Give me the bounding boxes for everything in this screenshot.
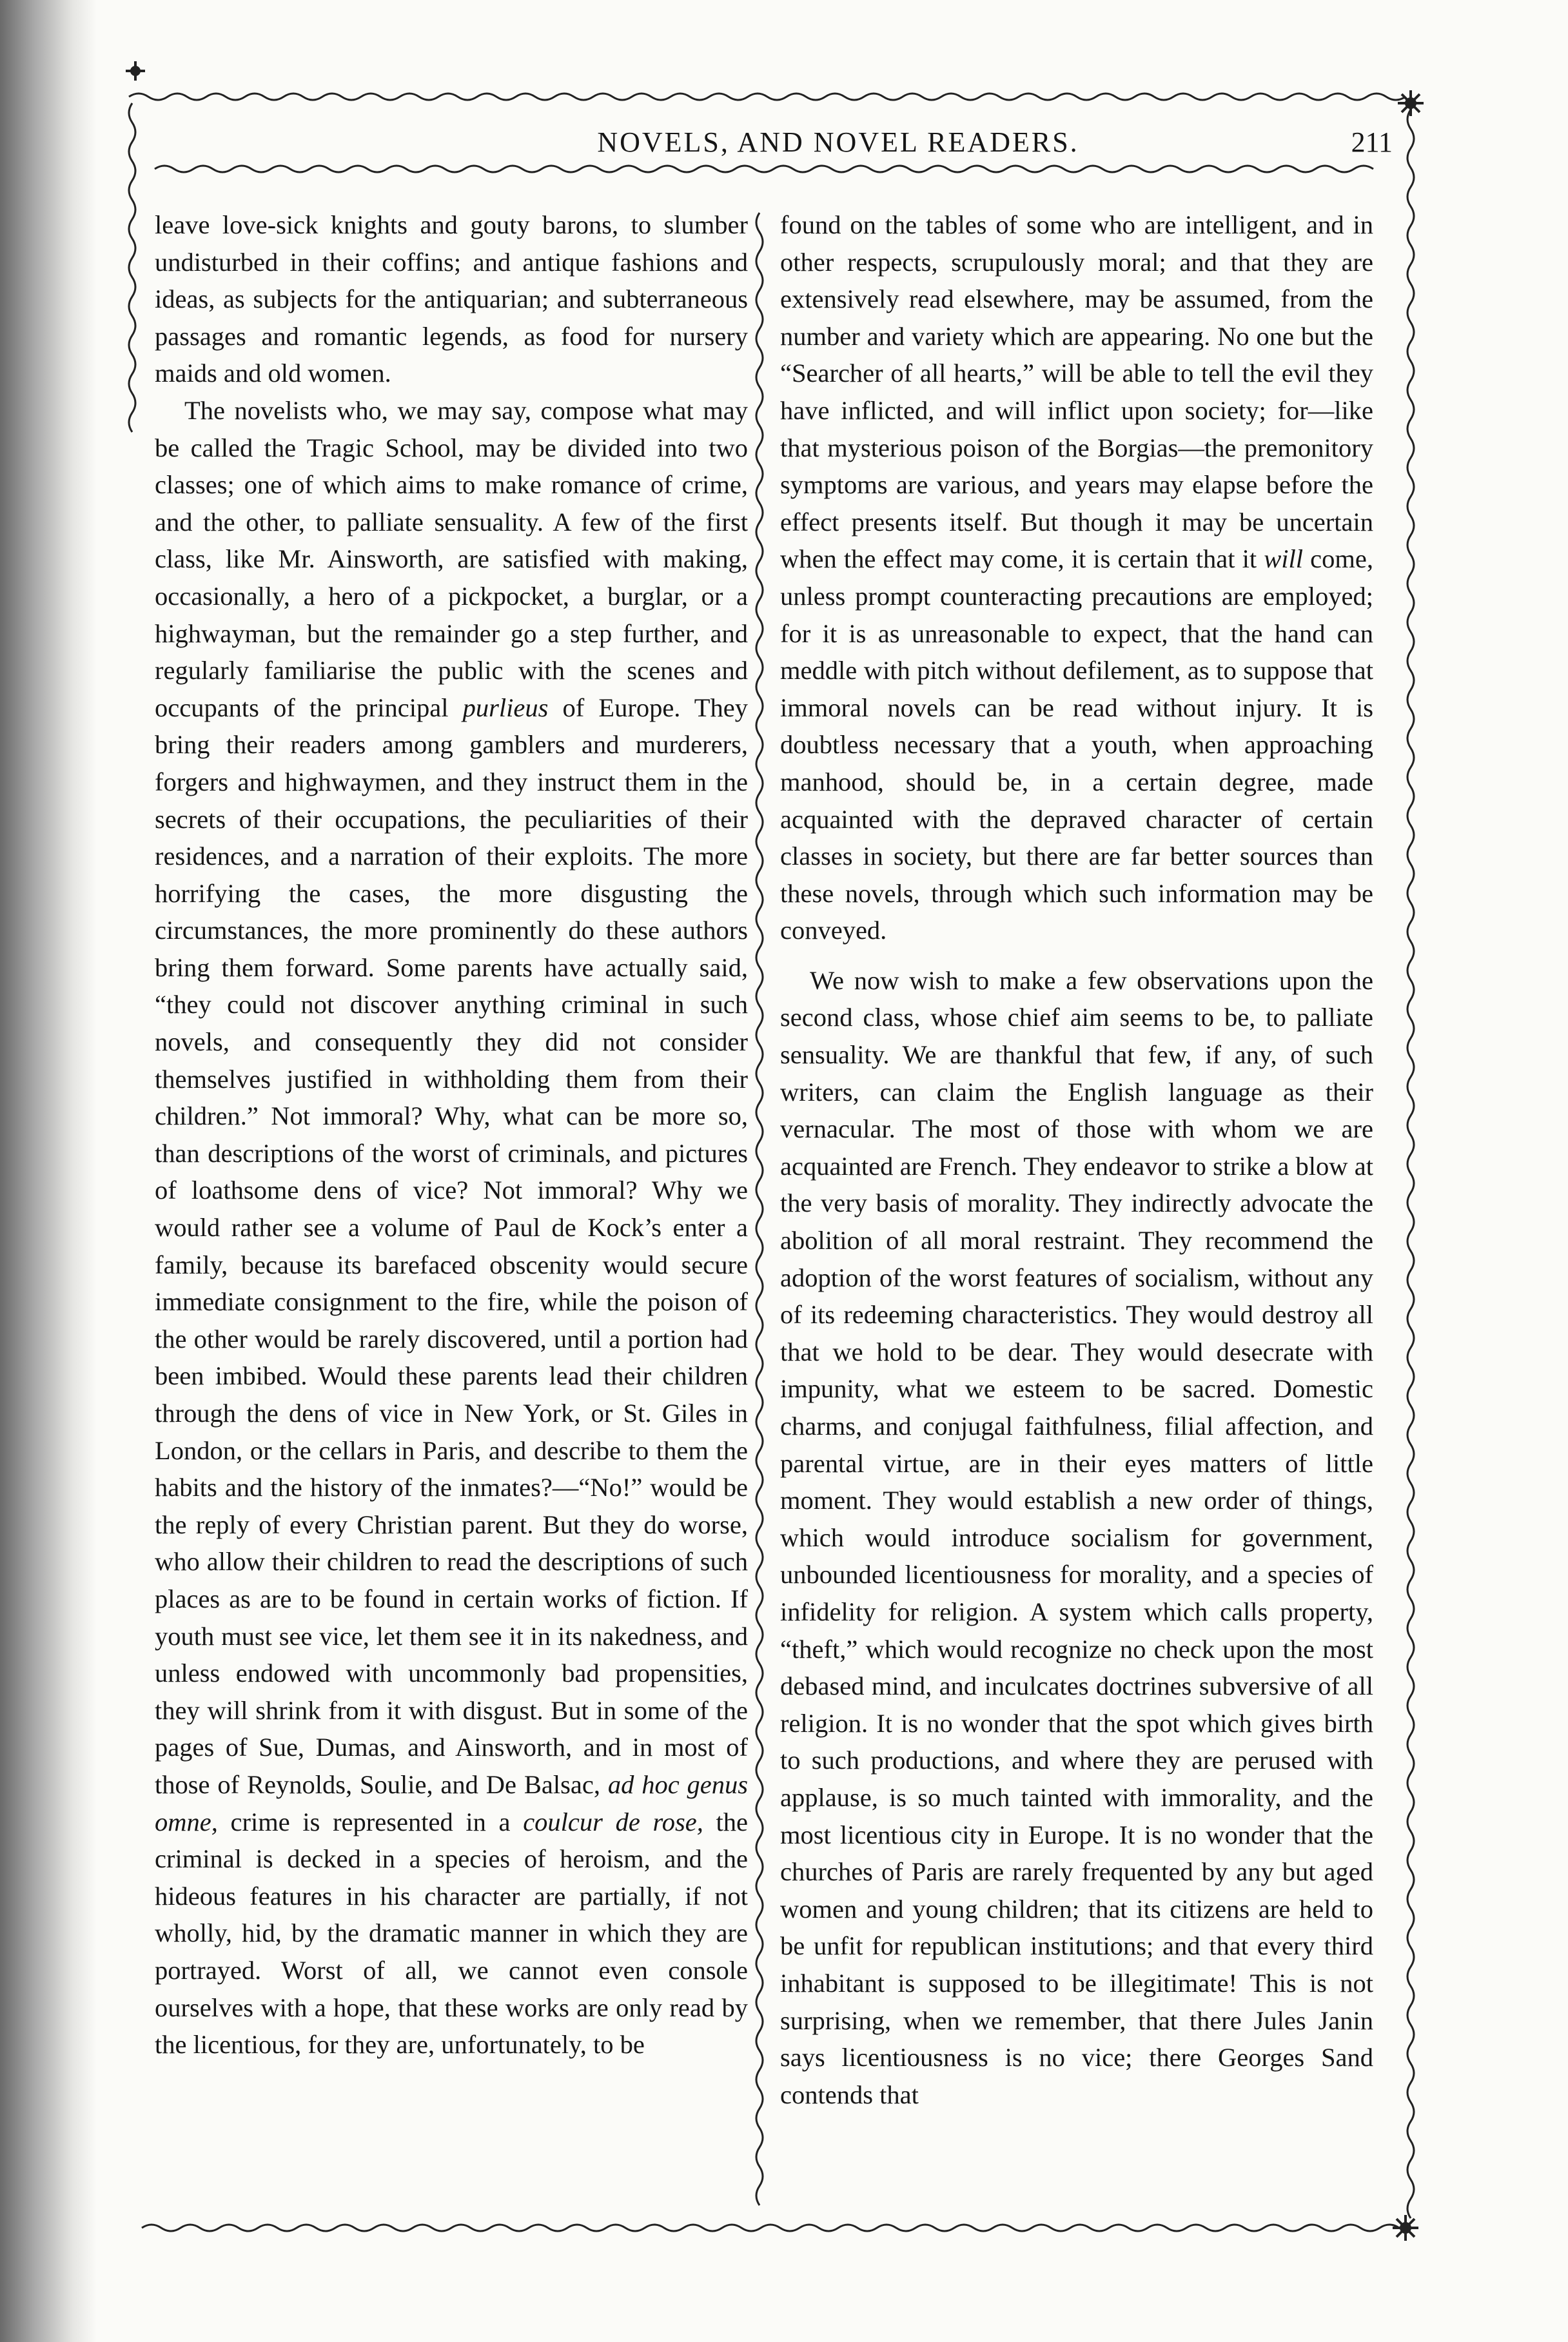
top-border-wave <box>129 93 1406 100</box>
right-column <box>780 206 1373 2180</box>
right-border-wave <box>1407 110 1414 2218</box>
text-run: crime is represented in a <box>230 1807 511 1836</box>
header-rule-wave <box>155 166 1373 172</box>
right-paragraph-2: We now wish to make a few observations upon the second class, whose chief aim seems to be, to palliate sensuality. We are thankful that few, if any, of such writers, can claim the English language as their vernacular. The most of those with whom we are acquainted are French. They endeavor to strike a blow at the very basis of morality. They indirectly advocate the abolition of all moral restraint. They recommend the adoption of the worst features of socialism, without any of its redeeming characteristics. They would destroy all that we hold to be dear. They would desecrate with impunity, what we esteem to be sacred. Domestic charms, and conjugal faithfulness, filial affection, and parental virtue, are in their eyes matters of little moment. They would establish a new order of things, which would introduce socialism for government, unbounded licentiousness for morality, and a species of infidelity for religion. A system which calls property, “theft,” which would recognize no check upon the most debased mind, and inculcates doctrines subversive of all religion. It is no wonder that the spot which gives birth to such productions, and where they are perused with applause, is so much tainted with immorality, and the most licentious city in Europe. It is no wonder that the churches of Paris are rarely frequented by any but aged women and young children; that its citizens are held to be unfit for republican institutions; and that every third inhabitant is supposed to be illegitimate! This is not surprising, when we remember, that there Jules Janin says licentiousness is no vice; there Georges Sand contends that <box>780 965 1373 2109</box>
italic-phrase: ad hoc genus omne, <box>155 1769 748 1836</box>
corner-star-icon <box>1393 2215 1418 2241</box>
italic-word: purlieus <box>462 693 549 722</box>
corner-star-icon <box>1398 90 1424 116</box>
left-paragraph-1: leave love-sick knights and gouty barons, to slumber undisturbed in their coffins; and antique fashions and ideas, as subjects for the antiquarian; and subterraneous passages and romantic legends, as food for nursery maids and old women. <box>155 210 748 388</box>
text-run: The novelists who, we may say, compose what may be called the Tragic School, may be divided into two classes; one of which aims to make romance of crime, and the other, to palliate sensuality. A few of the first class, like Mr. Ainsworth, are satisfied with making, occasionally, a hero of a pickpocket, a burglar, or a highwayman, but the remainder go a step further, and regularly familiarise the public with the scenes and occupants of the principal <box>155 395 748 722</box>
text-run: come, unless prompt counteracting precautions are employed; for it is as unreasonable to expect, that the hand can meddle with pitch without defilement, as to suppose that immoral novels can be read without injury. It is doubtless necessary that a youth, when approaching manhood, should be, in a certain degree, made acquainted with the depraved character of certain classes in society, but there are far better sources than these novels, through which such information may be conveyed. <box>780 544 1373 945</box>
italic-phrase: coulcur de rose, <box>523 1807 703 1836</box>
bottom-border-wave <box>142 2225 1399 2231</box>
right-paragraph-1 <box>780 206 1373 949</box>
left-paragraph-2 <box>155 392 748 2063</box>
corner-star-icon <box>126 61 145 81</box>
text-run: found on the tables of some who are intelligent, and in other respects, scrupulously moral; and that they are extensively read elsewhere, may be assumed, from the number and variety which are appearing. No one but the “Searcher of all hearts,” will be able to tell the evil they have inflicted, and will inflict upon society; for—like that mysterious poison of the Borgias—the premonitory symptoms are various, and years may elapse before the effect presents itself. But though it may be uncertain when the effect may come, it is certain that it <box>780 210 1373 574</box>
page-number: 211 <box>1351 126 1393 158</box>
text-run: the criminal is decked in a species of heroism, and the hideous features in his character are partially, if not wholly, hid, by the dramatic manner in which they are portrayed. Worst of all, we cannot even console ourselves with a hope, that these works are only read by the licentious, for they are, unfortunately, to be <box>155 1807 748 2060</box>
text-run: of Europe. They bring their readers among gamblers and murderers, forgers and highwaymen, and they instruct them in the secrets of their occupations, the peculiarities of their residences, and a narration of their exploits. The more horrifying the cases, the more disgusting the circumstances, the more prominently do these authors bring them forward. Some parents have actually said, “they could not discover anything criminal in such novels, and consequently they did not consider themselves justified in withholding them from their children.” Not immoral? Why, what can be more so, than descriptions of the worst of criminals, and pictures of loathsome dens of vice? Not immoral? Why we would rather see a volume of Paul de Kock’s enter a family, because its barefaced obscenity would secure immediate consignment to the fire, while the poison of the other would be rarely discovered, until a portion had been imbibed. Would these parents lead their children through the dens of vice in New York, or St. Giles in London, or the cellars in Paris, and describe to them the habits and the history of the inmates?—“No!” would be the reply of every Christian parent. But they do worse, who allow their children to read the descriptions of such places as are to be found in certain works of fiction. If youth must see vice, let them see it in its nakedness, and unless endowed with uncommonly bad propensities, they will shrink from it with disgust. But in some of the pages of Sue, Dumas, and Ainsworth, and in most of those of Reynolds, Soulie, and De Balsac, <box>155 693 748 1799</box>
column-divider-wave <box>756 213 763 2205</box>
left-border-wave <box>129 103 135 432</box>
running-head: NOVELS, AND NOVEL READERS. <box>597 126 1079 158</box>
left-column <box>155 206 748 2180</box>
italic-word: will <box>1264 544 1304 574</box>
